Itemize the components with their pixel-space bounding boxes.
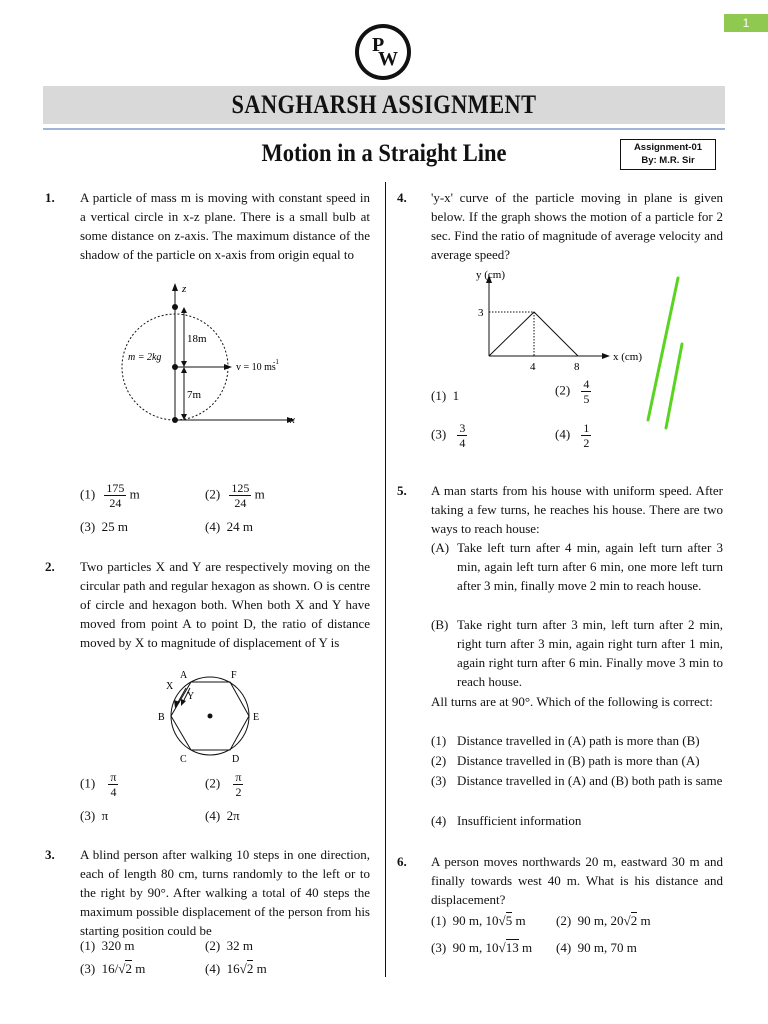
option-1[interactable]: (1) $\frac{\pi}{4}$ (80, 770, 117, 799)
path-text: Take left turn after 4 min, again left turn after 3 min, again left turn after 6 min, one more left turn after 3 min, finally move 2 min to reach house. (457, 540, 723, 593)
option-4-text[interactable]: Insufficient information (457, 813, 582, 828)
option-1[interactable]: (1) 320 m (80, 938, 135, 953)
yx-graph-figure (470, 266, 660, 376)
point-a: A (180, 670, 188, 681)
x-axis-label: x (cm) (613, 351, 643, 363)
option-3-text[interactable]: Distance travelled in (A) and (B) both path is same (457, 773, 723, 788)
z-axis-label: z (182, 283, 187, 295)
option-2[interactable]: (2) $\frac{4}{5}$ (555, 377, 590, 406)
option-2-text[interactable]: Distance travelled in (B) path is more than (A) (457, 753, 700, 768)
option-1[interactable]: (1) 1 (431, 388, 460, 403)
velocity-label: v = 10 ms (236, 362, 276, 373)
x-tick-8: 8 (574, 361, 580, 373)
option-4[interactable]: (4) 2π (205, 808, 240, 823)
question-text: A man starts from his house with uniform speed. After taking a few turns, he reaches his house. There are two ways to reach house: (431, 483, 723, 536)
assignment-box: Assignment-01 By: M.R. Sir (620, 139, 716, 170)
option-1[interactable]: (1) (431, 733, 447, 748)
option-1-text[interactable]: Distance travelled in (A) path is more than (B) (457, 733, 700, 748)
question-number: 4. (397, 190, 407, 205)
option-3[interactable]: (3) 25 m (80, 519, 129, 534)
green-pen-marks (640, 272, 690, 432)
particle-y: Y (187, 691, 195, 702)
option-4[interactable]: (4) (431, 813, 447, 828)
question-text: 'y-x' curve of the particle moving in plane is given below. If the graph shows the motion of a particle for 2 sec. Find the ratio of magnitude of average velocity and average speed? (431, 190, 723, 262)
option-1[interactable]: (1) $\frac{175}{24}$ m (80, 481, 140, 510)
page-number: 1 (724, 14, 768, 32)
assignment-title: SANGHARSH ASSIGNMENT (231, 90, 537, 119)
question-text: A person moves northwards 20 m, eastward 30 m and finally towards west 40 m. What is his distance and displacement? (431, 854, 723, 907)
circle-shadow-figure (110, 280, 310, 470)
question-number: 2. (45, 559, 55, 574)
option-3[interactable]: (3) 16/√2 m (80, 961, 146, 976)
x-axis-label: x (290, 414, 295, 426)
path-text: Take right turn after 3 min, left turn after 2 min, right turn after 3 min, again right turn after 1 min, again right turn after 6 min. Finally move 3 min to reach house. (457, 617, 723, 689)
question-number: 5. (397, 483, 407, 498)
chapter-title: Motion in a Straight Line (261, 140, 507, 167)
point-d: D (232, 754, 240, 765)
particle-x: X (166, 681, 174, 692)
path-label: (A) (431, 540, 450, 555)
point-e: E (253, 712, 260, 723)
point-c: C (180, 754, 187, 765)
option-3[interactable]: (3) (431, 773, 447, 788)
option-1[interactable]: (1) 90 m, 10√5 m (431, 913, 526, 928)
x-tick-4: 4 (530, 361, 536, 373)
option-2[interactable]: (2) 90 m, 20√2 m (556, 913, 651, 928)
question-text: A particle of mass m is moving with constant speed in a vertical circle in x-z plane. There is a small bulb at some distance on z-axis. The maximum distance of the shadow of the particle on x-axis from origin equal to (80, 190, 370, 262)
hexagon-circle-figure (150, 666, 270, 766)
question-number: 3. (45, 847, 55, 862)
question-number: 6. (397, 854, 407, 869)
option-2[interactable]: (2) 32 m (205, 938, 254, 953)
point-f: F (231, 670, 237, 681)
point-b: B (158, 712, 165, 723)
y-tick-3: 3 (478, 307, 484, 319)
column-divider (385, 182, 386, 977)
option-3[interactable]: (3) 90 m, 10√13 m (431, 940, 533, 955)
question-text: A blind person after walking 10 steps in one direction, each of length 80 cm, turns randomly to the left or to the right by 90°. After walking a total of 40 steps the maximum possible displacement of the person from his starting position could be (80, 847, 370, 938)
option-2[interactable]: (2) (431, 753, 447, 768)
question-note: All turns are at 90°. Which of the following is correct: (431, 694, 713, 709)
path-label: (B) (431, 617, 449, 632)
height-label-bottom: 7m (187, 389, 202, 401)
option-3[interactable]: (3) π (80, 808, 109, 823)
option-4[interactable]: (4) 16√2 m (205, 961, 267, 976)
option-4[interactable]: (4) 24 m (205, 519, 254, 534)
option-3[interactable]: (3) $\frac{3}{4}$ (431, 421, 466, 450)
question-text: Two particles X and Y are respectively moving on the circular path and regular hexagon as shown. O is centre of circle and hexagon both. When both X and Y have moved from point A to point D, the ratio of distance moved by X to magnitude of displacement of Y is (80, 559, 370, 650)
pw-logo: P W (355, 24, 411, 80)
question-number: 1. (45, 190, 55, 205)
option-2[interactable]: (2) $\frac{\pi}{2}$ (205, 770, 242, 799)
option-4[interactable]: (4) $\frac{1}{2}$ (555, 421, 590, 450)
height-label-top: 18m (187, 333, 207, 345)
header-rule (43, 128, 725, 130)
y-axis-label: y (cm) (476, 269, 506, 281)
velocity-exponent: -1 (273, 358, 279, 366)
option-4[interactable]: (4) 90 m, 70 m (556, 940, 637, 955)
mass-label: m = 2kg (128, 352, 162, 363)
option-2[interactable]: (2) $\frac{125}{24}$ m (205, 481, 265, 510)
